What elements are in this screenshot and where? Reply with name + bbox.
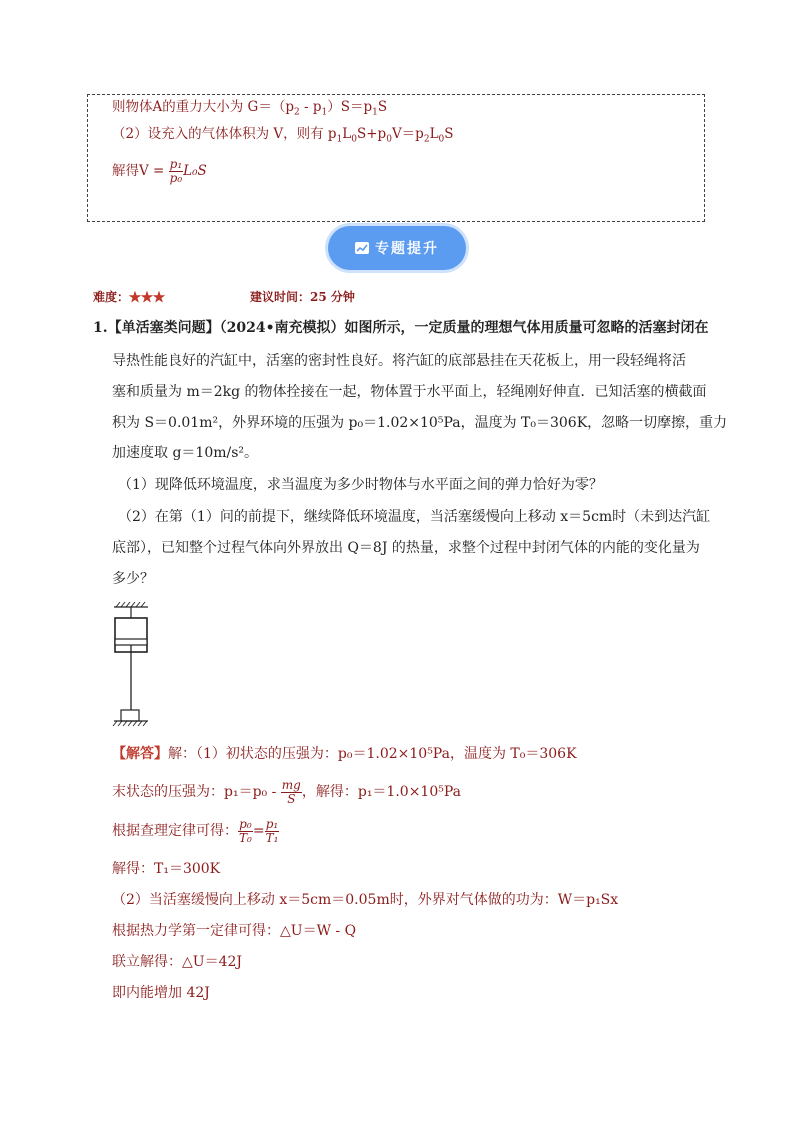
question-line-2: 导热性能良好的汽缸中，活塞的密封性良好。将汽缸的底部悬挂在天花板上，用一段轻绳将活 bbox=[112, 353, 686, 369]
answer-tag: 【解答】 bbox=[112, 746, 168, 762]
chart-icon bbox=[355, 242, 369, 254]
fraction: $\frac{\text{p₁}}{\text{T₁}}$ bbox=[265, 816, 279, 845]
fraction: $\frac{\text{p₁}}{\text{p₀}}$ bbox=[169, 157, 183, 185]
answer-line-7: 联立解得：△U＝42J bbox=[112, 954, 242, 970]
fraction: $\frac{mg}{S}$ bbox=[281, 777, 301, 806]
answer-line-2: 末状态的压强为：p₁＝p₀ - $\frac{mg}{S}$ ，解得：p₁＝1.0×10⁵Pa bbox=[112, 777, 461, 806]
cylinder-diagram bbox=[108, 598, 158, 732]
answer-line-8: 即内能增加 42J bbox=[112, 985, 210, 1001]
difficulty-stars: ★★★ bbox=[129, 290, 166, 304]
question-line-1: 1.【单活塞类问题】（2024•南充模拟）如图所示，一定质量的理想气体用质量可忽略的活塞封闭在 bbox=[93, 320, 709, 336]
difficulty: 难度：★★★ bbox=[93, 290, 166, 304]
section-banner bbox=[328, 226, 466, 270]
question-line-4: 积为 S＝0.01m²，外界环境的压强为 p₀＝1.02×10⁵Pa，温度为 T₀＝306K，忽略一切摩擦，重力 bbox=[112, 415, 728, 431]
question-line-3: 塞和质量为 m＝2kg 的物体拴接在一起，物体置于水平面上，轻绳刚好伸直．已知活塞的横截面 bbox=[112, 384, 707, 400]
answer-line-5: （2）当活塞缓慢向上移动 x＝5cm＝0.05m时，外界对气体做的功为：W＝p₁Sx bbox=[112, 892, 619, 908]
question-part-1: （1）现降低环境温度，求当温度为多少时物体与水平面之间的弹力恰好为零？ bbox=[118, 477, 603, 493]
question-part-2-line-2: 底部），已知整个过程气体向外界放出 Q＝8J 的热量，求整个过程中封闭气体的内能的变化量为 bbox=[112, 540, 700, 556]
box-line-3: 解得V = $\frac{\text{p₁}}{\text{p₀}}$ L₀S bbox=[112, 157, 207, 185]
answer-line-1: 【解答】解：（1）初状态的压强为：p₀＝1.02×10⁵Pa，温度为 T₀＝306K bbox=[112, 746, 577, 762]
question-part-2-line-1: （2）在第（1）问的前提下，继续降低环境温度，当活塞缓慢向上移动 x＝5cm时（未到达汽缸 bbox=[118, 509, 711, 525]
suggested-time: 建议时间：25 分钟 bbox=[250, 290, 355, 304]
box-line-1: 则物体A的重力大小为 $G=(p_2 - p_1)S=p_1S$ bbox=[112, 99, 388, 118]
box-line-2: （2）设充入的气体体积为 V，则有 $p_1L_0S+p_0V=p_2L_0S$ bbox=[112, 126, 454, 145]
fraction: $\frac{\text{p₀}}{\text{T₀}}$ bbox=[239, 816, 252, 845]
answer-line-3: 根据查理定律可得： $\frac{\text{p₀}}{\text{T₀}}$ = $\frac{\text{p₁}}{\text{T₁}}$ bbox=[112, 816, 279, 845]
answer-line-4: 解得：T₁＝300K bbox=[112, 861, 221, 877]
banner-label: 专题提升 bbox=[375, 241, 439, 257]
answer-line-6: 根据热力学第一定律可得：△U＝W - Q bbox=[112, 923, 357, 939]
question-line-5: 加速度取 g＝10m/s²。 bbox=[112, 445, 259, 461]
question-part-2-line-3: 多少？ bbox=[112, 571, 154, 587]
